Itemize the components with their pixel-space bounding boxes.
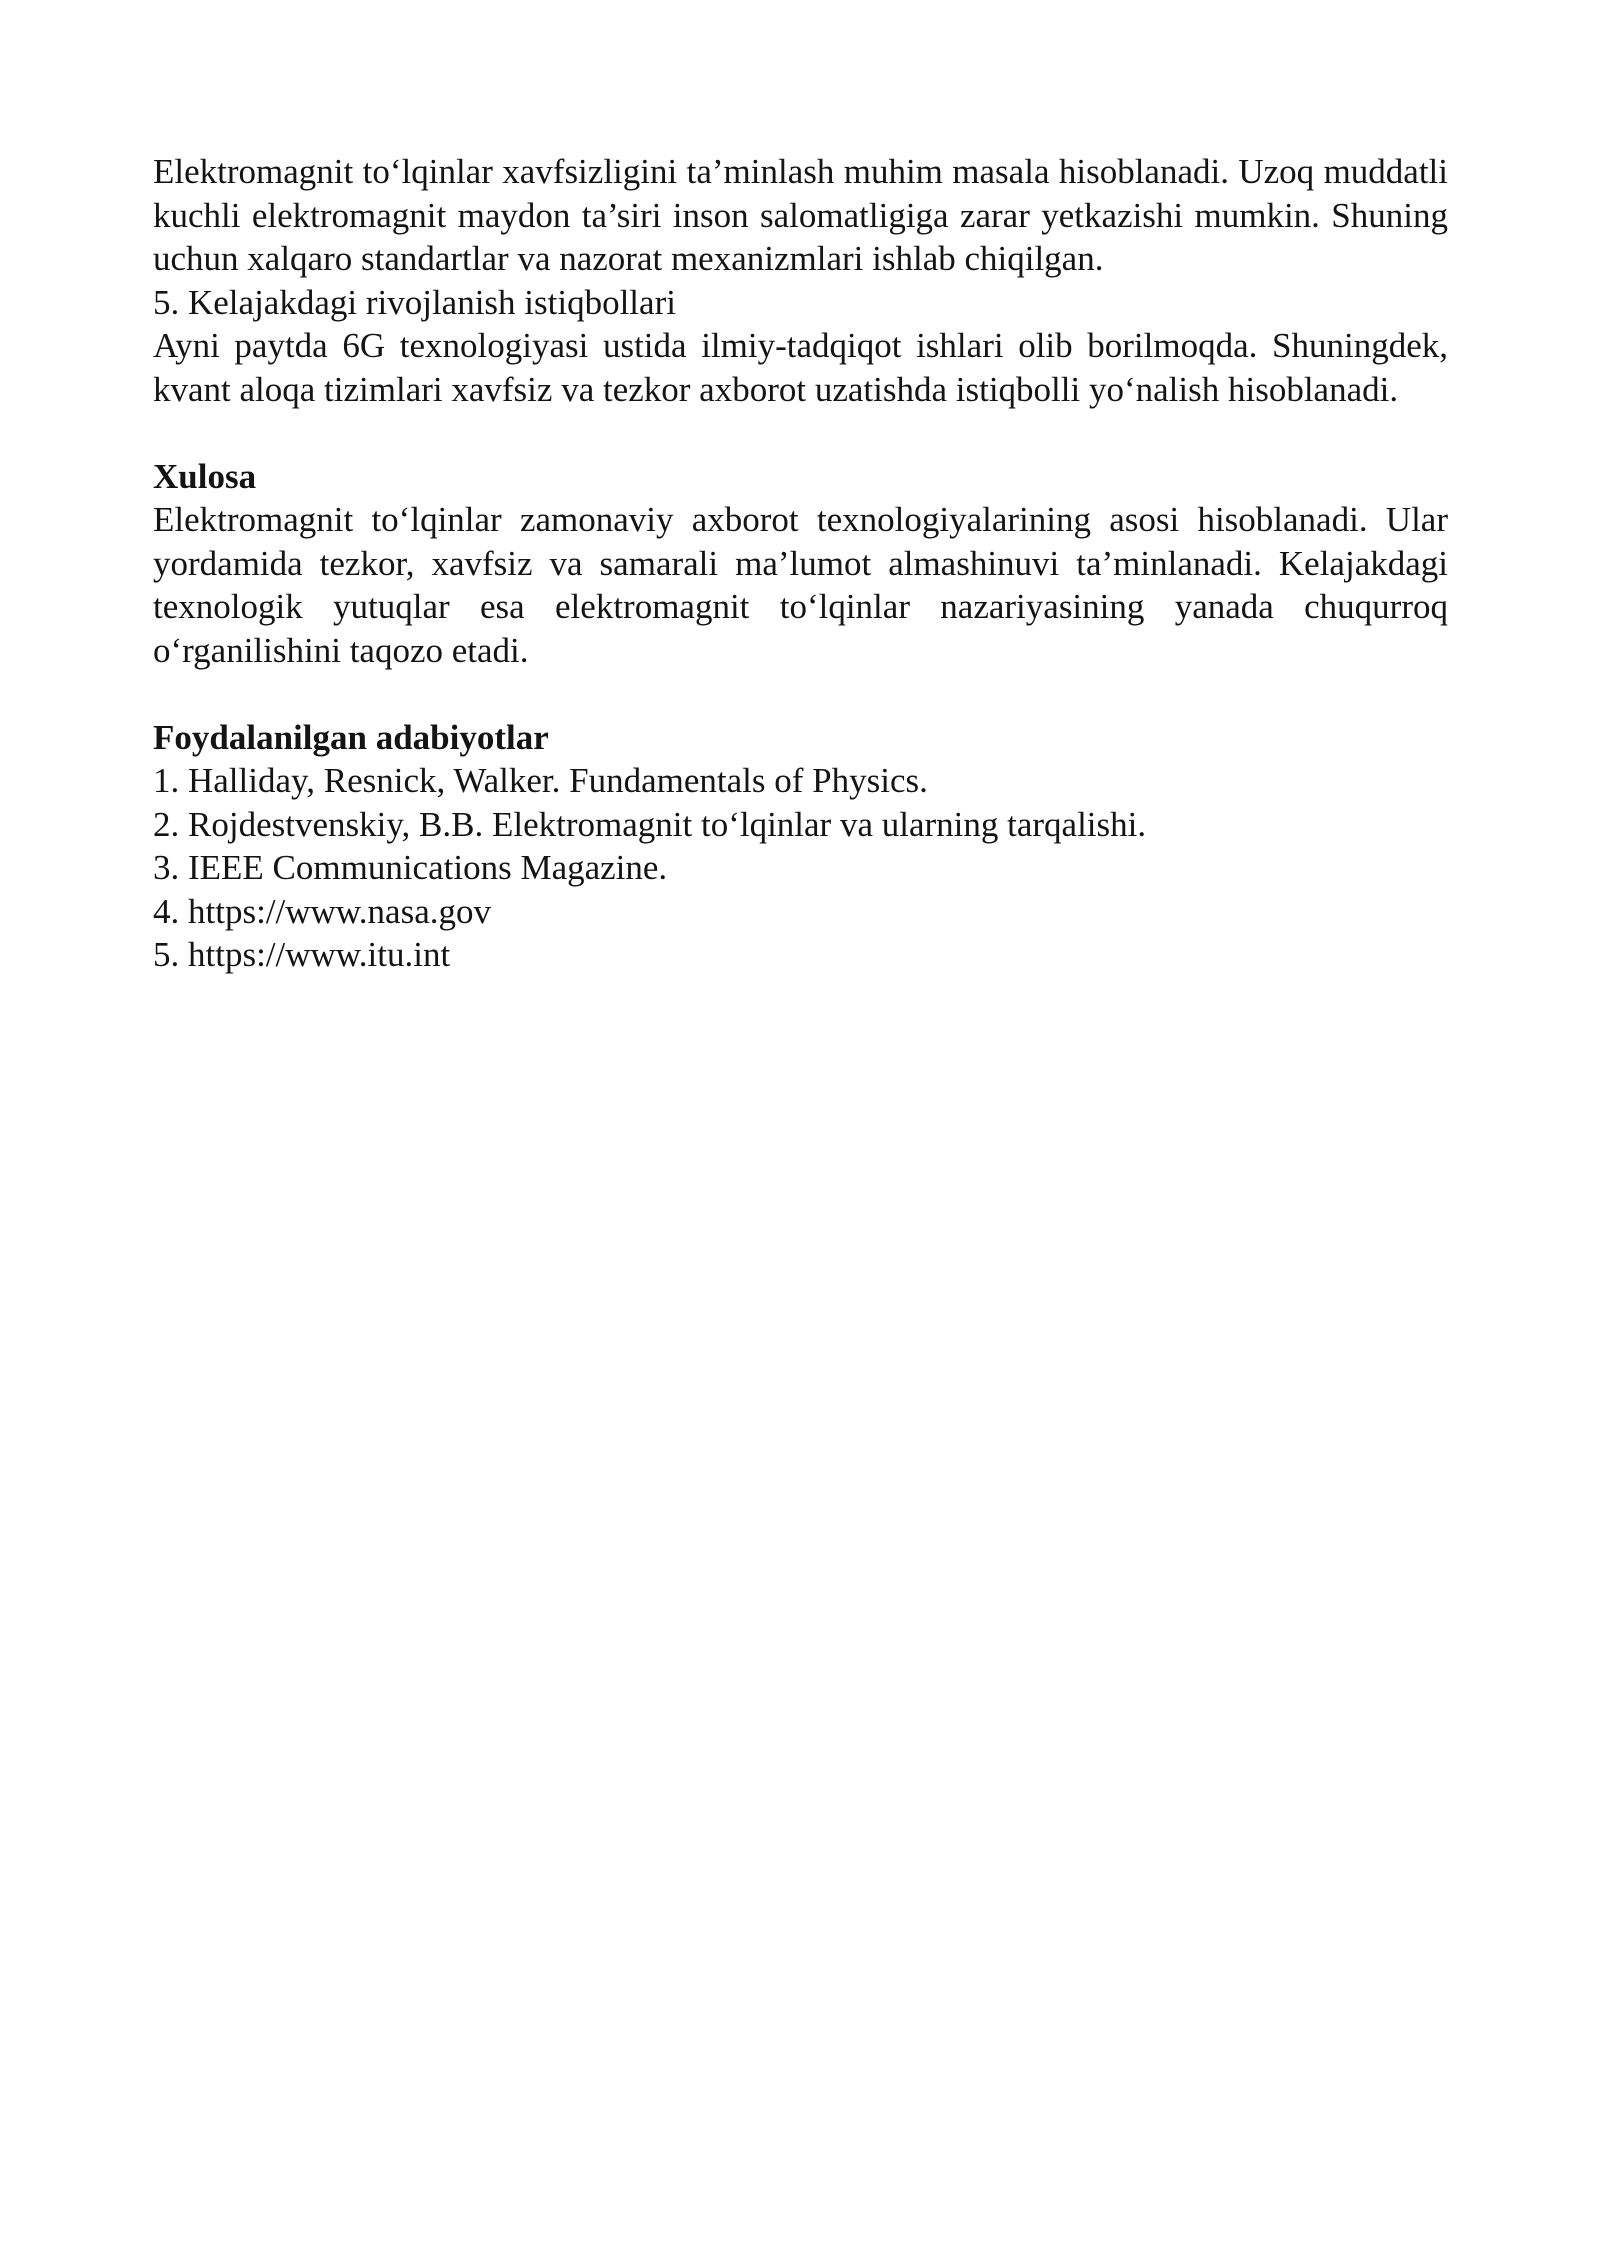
section-5-title: 5. Kelajakdagi rivojlanish istiqbollari: [153, 282, 676, 322]
document-page: [153, 150, 1448, 977]
future-paragraph: Ayni paytda 6G texnologiyasi ustida ilmiy-tadqiqot ishlari olib borilmoqda. Shuningdek, kvant aloqa tizimlari xavfsiz va tezkor axborot uzatishda istiqbolli yo‘nalish hisoblanadi.: [153, 326, 1448, 409]
conclusion-paragraph: Elektromagnit to‘lqinlar zamonaviy axborot texnologiyalarining asosi hisoblanadi. Ular yordamida tezkor, xavfsiz va samarali ma’lumot almashinuvi ta’minlanadi. Kelajakdagi texnologik yutuqlar esa elektromagnit to‘lqinlar nazariyasining yanada chuqurroq o‘rganilishini taqozo etadi.: [153, 500, 1448, 670]
reference-item: 5. https://www.itu.int: [153, 935, 451, 974]
reference-item: 1. Halliday, Resnick, Walker. Fundamentals of Physics.: [153, 761, 928, 800]
section-spacer: [153, 672, 1448, 716]
reference-item: 4. https://www.nasa.gov: [153, 891, 491, 931]
references-list: [153, 759, 1448, 977]
conclusion-heading: Xulosa: [153, 456, 257, 496]
safety-paragraph: Elektromagnit to‘lqinlar xavfsizligini ta’minlash muhim masala hisoblanadi. Uzoq muddatli kuchli elektromagnit maydon ta’siri inson salomatligiga zarar yetkazishi mumkin. Shuning uchun xalqaro standartlar va nazorat mexanizmlari ishlab chiqilgan.: [153, 152, 1448, 278]
references-heading: Foydalanilgan adabiyotlar: [153, 717, 549, 757]
reference-item: 3. IEEE Communications Magazine.: [153, 848, 668, 887]
section-spacer: [153, 411, 1448, 455]
reference-item: 2. Rojdestvenskiy, B.B. Elektromagnit to‘lqinlar va ularning tarqalishi.: [153, 804, 1147, 844]
